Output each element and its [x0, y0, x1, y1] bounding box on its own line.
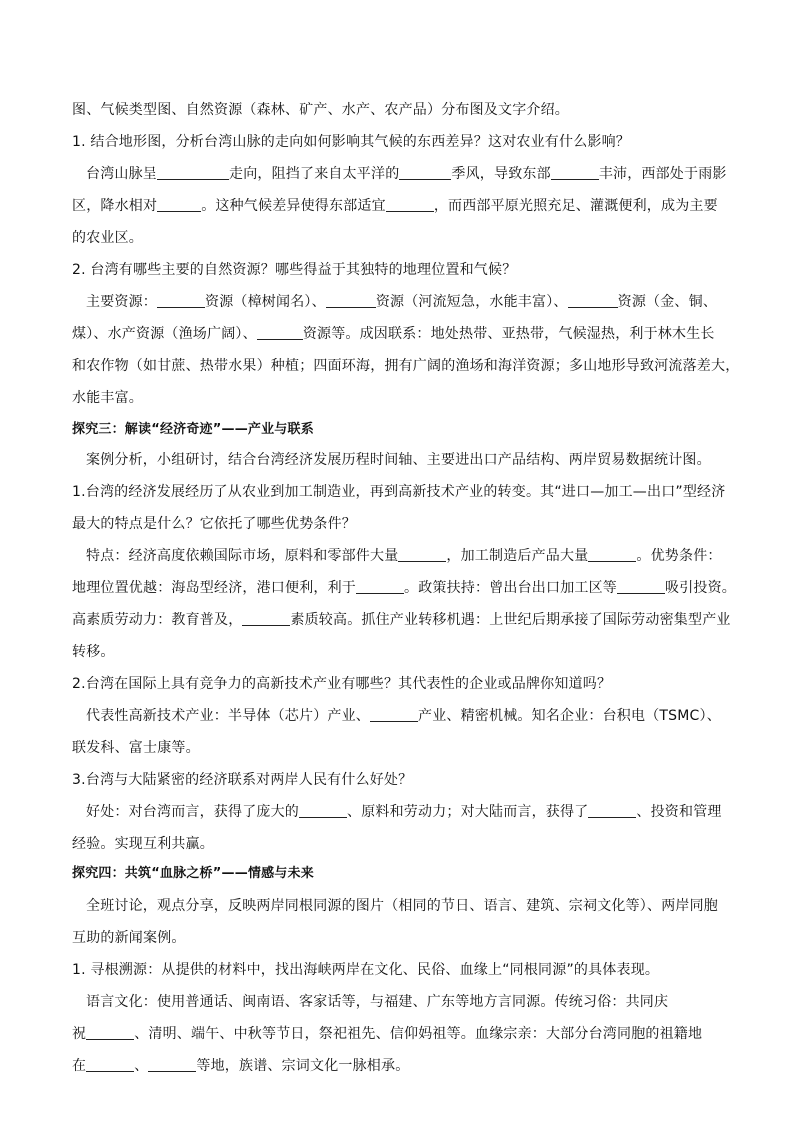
text: 和农作物（如甘蔗、热带水果）种植；四面环海，拥有广阔的渔场和海洋资源；多山地形导致河流落差大，: [72, 358, 740, 374]
answer-3-line-3: [72, 611, 731, 629]
intro-text-line: [72, 101, 569, 119]
text: 1.台湾的经济发展经历了从农业到加工制造业，再到高新技术产业的转变。其“进口—加工—出口”型经济: [72, 484, 726, 500]
text: 转移。: [72, 644, 115, 660]
section-heading-3: [72, 421, 314, 439]
answer-3-line-5: [86, 707, 721, 725]
question-3-2: [72, 675, 611, 693]
text: 吸引投资。: [665, 580, 736, 596]
text: 素质较高。抓住产业转移机遇：上世纪后期承接了国际劳动密集型产业: [290, 612, 731, 628]
text: 资源（樟树闻名）、: [205, 294, 326, 310]
text: 资源（金、铜、: [617, 294, 718, 310]
text: 图、气候类型图、自然资源（森林、矿产、水产、农产品）分布图及文字介绍。: [72, 102, 569, 118]
text: 全班讨论，观点分享，反映两岸同根同源的图片（相同的节日、语言、建筑、宗祠文化等）、两岸同胞: [86, 898, 718, 914]
question-1: [72, 133, 630, 151]
blank-field[interactable]: [257, 325, 303, 340]
answer-3-line-1: [86, 547, 722, 565]
text: 季风，导致东部: [451, 166, 551, 182]
text: 资源（河流短急，水能丰富）、: [375, 294, 568, 310]
text: 2.台湾在国际上具有竞争力的高新技术产业有哪些？其代表性的企业或品牌你知道吗？: [72, 676, 612, 692]
answer-3-line-4: [72, 643, 115, 661]
blank-field[interactable]: [299, 803, 347, 818]
answer-2-line-1: [86, 293, 717, 311]
blank-field[interactable]: [568, 293, 618, 308]
text: 代表性高新技术产业：半导体（芯片）产业、: [86, 708, 370, 724]
answer-4-line-2: [72, 1025, 702, 1043]
question-3-3: [72, 771, 412, 789]
text: 、投资和管理: [636, 804, 722, 820]
text: 主要资源：: [86, 294, 157, 310]
section-4-intro-line-2: [72, 929, 186, 947]
text: 2. 台湾有哪些主要的自然资源？哪些得益于其独特的地理位置和气候？: [72, 262, 517, 278]
blank-field[interactable]: [148, 1057, 196, 1072]
text: 1. 结合地形图，分析台湾山脉的走向如何影响其气候的东西差异？这对农业有什么影响？: [72, 134, 631, 150]
blank-field[interactable]: [157, 293, 205, 308]
text: 走向，阻挡了来自太平洋的: [229, 166, 400, 182]
answer-1-line-2: [72, 197, 718, 215]
question-4-1: [72, 961, 659, 979]
blank-field[interactable]: [398, 547, 446, 562]
text: 区，降水相对: [72, 198, 158, 214]
answer-3-line-7: [86, 803, 722, 821]
text: 探究四：共筑“血脉之桥”——情感与未来: [72, 866, 314, 881]
text: 祝: [72, 1026, 87, 1042]
section-4-intro-line-1: [86, 897, 718, 915]
question-3-1-line-2: [72, 515, 356, 533]
text: 最大的特点是什么？它依托了哪些优势条件？: [72, 516, 356, 532]
text: 特点：经济高度依赖国际市场，原料和零部件大量: [86, 548, 399, 564]
question-2: [72, 261, 516, 279]
text: 1. 寻根溯源：从提供的材料中，找出海峡两岸在文化、民俗、血缘上“同根同源”的具体表现。: [72, 962, 660, 978]
blank-field[interactable]: [326, 293, 376, 308]
text: 。政策扶持：曾出台出口加工区等: [404, 580, 617, 596]
text: ，而西部平原光照充足、灌溉便利，成为主要: [433, 198, 718, 214]
text: 资源等。成因联系：地处热带、亚热带，气候湿热，利于林木生长: [302, 326, 715, 342]
text: 、清明、端午、中秋等节日，祭祀祖先、信仰妈祖等。血缘宗亲：大部分台湾同胞的祖籍地: [134, 1026, 703, 1042]
text: 水能丰富。: [72, 390, 143, 406]
text: 在: [72, 1058, 87, 1074]
blank-field[interactable]: [588, 803, 636, 818]
question-3-1-line-1: [72, 483, 725, 501]
blank-field[interactable]: [386, 197, 434, 212]
text: 案例分析，小组研讨，结合台湾经济发展历程时间轴、主要进出口产品结构、两岸贸易数据统计图。: [86, 452, 711, 468]
answer-1-line-3: [72, 229, 143, 247]
text: ，加工制造后产品大量: [446, 548, 589, 564]
text: 、: [134, 1058, 149, 1074]
answer-4-line-3: [72, 1057, 409, 1075]
blank-field[interactable]: [617, 579, 665, 594]
answer-2-line-3: [72, 357, 739, 375]
text: 语言文化：使用普通话、闽南语、客家话等，与福建、广东等地方言同源。传统习俗：共同庆: [86, 994, 669, 1010]
blank-field[interactable]: [588, 547, 636, 562]
blank-field[interactable]: [356, 579, 404, 594]
blank-field[interactable]: [86, 1025, 134, 1040]
text: 联发科、富士康等。: [72, 740, 200, 756]
text: 。优势条件：: [636, 548, 722, 564]
text: 经验。实现互利共赢。: [72, 836, 214, 852]
text: 煤）、水产资源（渔场广阔）、: [72, 326, 257, 342]
text: 产业、精密机械。知名企业：台积电（TSMC）、: [418, 708, 721, 724]
blank-field[interactable]: [551, 165, 599, 180]
answer-1-line-1: [86, 165, 727, 183]
blank-field[interactable]: [242, 611, 290, 626]
section-3-intro: [86, 451, 711, 469]
text: 的农业区。: [72, 230, 143, 246]
text: 高素质劳动力：教育普及，: [72, 612, 243, 628]
text: 、原料和劳动力；对大陆而言，获得了: [347, 804, 589, 820]
blank-field[interactable]: [86, 1057, 134, 1072]
blank-field[interactable]: [399, 165, 451, 180]
text: 地理位置优越：海岛型经济，港口便利，利于: [72, 580, 356, 596]
answer-2-line-2: [72, 325, 715, 343]
answer-2-line-4: [72, 389, 143, 407]
answer-3-line-2: [72, 579, 736, 597]
blank-field[interactable]: [157, 165, 229, 180]
text: 探究三：解读“经济奇迹”——产业与联系: [72, 422, 314, 437]
blank-field[interactable]: [157, 197, 201, 212]
text: 好处：对台湾而言，获得了庞大的: [86, 804, 299, 820]
text: 台湾山脉呈: [86, 166, 157, 182]
answer-3-line-8: [72, 835, 214, 853]
blank-field[interactable]: [370, 707, 418, 722]
answer-4-line-1: [86, 993, 668, 1011]
answer-3-line-6: [72, 739, 200, 757]
section-heading-4: [72, 865, 314, 883]
text: 丰沛，西部处于雨影: [598, 166, 727, 182]
text: 互助的新闻案例。: [72, 930, 186, 946]
text: 等地，族谱、宗词文化一脉相承。: [196, 1058, 410, 1074]
text: 3.台湾与大陆紧密的经济联系对两岸人民有什么好处？: [72, 772, 413, 788]
text: 。这种气候差异使得东部适宜: [201, 198, 386, 214]
